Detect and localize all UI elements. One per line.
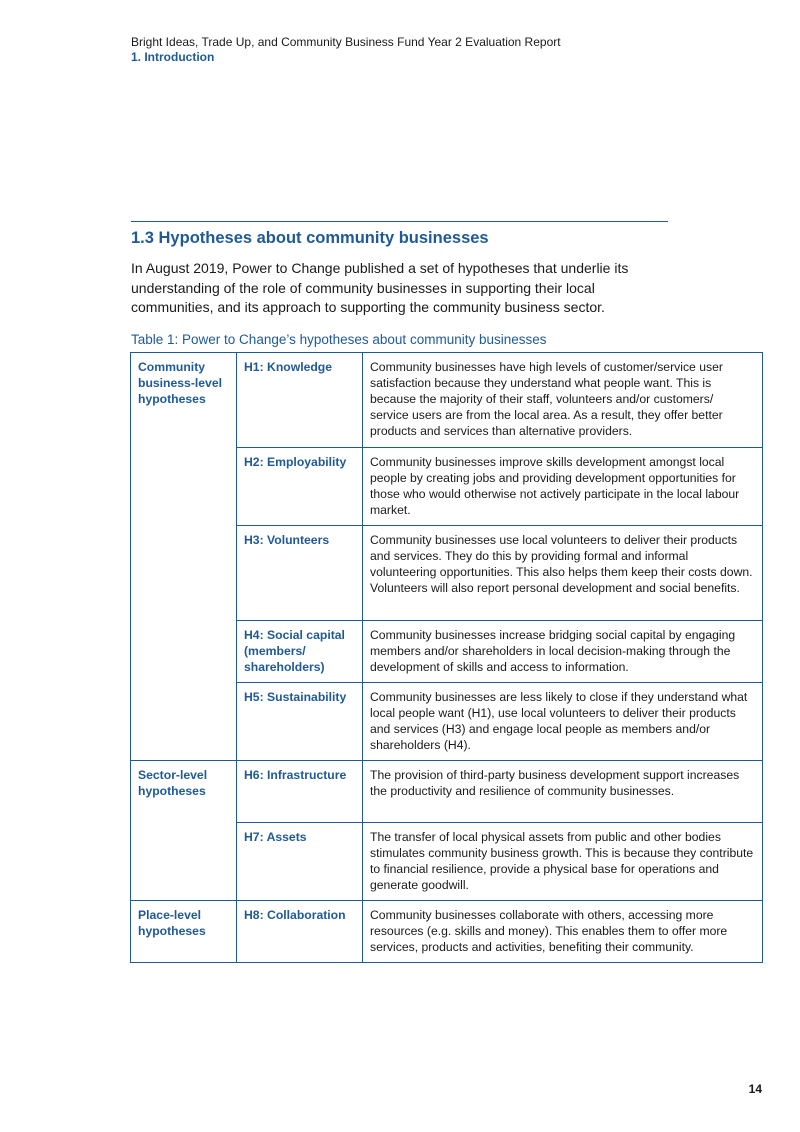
hypothesis-name: H8: Collaboration bbox=[237, 901, 363, 963]
hypothesis-name: H1: Knowledge bbox=[237, 353, 363, 448]
page-number: 14 bbox=[748, 1082, 762, 1096]
table-caption: Table 1: Power to Change’s hypotheses about community businesses bbox=[131, 332, 547, 347]
hypothesis-level: Place-level hypotheses bbox=[131, 901, 237, 963]
running-header bbox=[131, 35, 561, 65]
hypothesis-description: Community businesses collaborate with others, accessing more resources (e.g. skills and money). This enables them to offer more services, products and activities, benefiting their community. bbox=[363, 901, 763, 963]
chapter-label: 1. Introduction bbox=[131, 50, 215, 64]
hypothesis-name: H7: Assets bbox=[237, 823, 363, 901]
hypotheses-table bbox=[130, 352, 763, 963]
table-row bbox=[131, 761, 763, 823]
section-heading: 1.3 Hypotheses about community businesses bbox=[131, 229, 489, 247]
hypothesis-level: Sector-level hypotheses bbox=[131, 761, 237, 901]
hypothesis-description: Community businesses improve skills development amongst local people by creating jobs and providing development opportunities for those who would otherwise not actively participate in the local labour market. bbox=[363, 448, 763, 526]
hypothesis-level: Community business-level hypotheses bbox=[131, 353, 237, 761]
section-divider bbox=[131, 221, 668, 222]
hypothesis-name: H5: Sustainability bbox=[237, 683, 363, 761]
hypothesis-description: Community businesses have high levels of customer/service user satisfaction because they understand what people want. This is because the majority of their staff, volunteers and/or customers/ service users are from the local area. As a result, they offer better products and services than alternative providers. bbox=[363, 353, 763, 448]
hypothesis-description: Community businesses use local volunteers to deliver their products and services. They do this by providing formal and informal volunteering opportunities. This also helps them keep their costs down. Volunteers will also report personal development and social benefits. bbox=[363, 526, 763, 621]
hypothesis-description: The transfer of local physical assets from public and other bodies stimulates community business growth. This is because they contribute to financial resilience, provide a physical base for operations and generate goodwill. bbox=[363, 823, 763, 901]
hypothesis-name: H4: Social capital (members/ shareholders) bbox=[237, 621, 363, 683]
hypothesis-name: H6: Infrastructure bbox=[237, 761, 363, 823]
hypothesis-name: H2: Employability bbox=[237, 448, 363, 526]
table-row bbox=[131, 901, 763, 963]
intro-paragraph: In August 2019, Power to Change published a set of hypotheses that underlie its understanding of the role of community businesses in supporting their local communities, and its approach to supporting the community business sector. bbox=[131, 260, 629, 316]
hypothesis-description: The provision of third-party business development support increases the productivity and resilience of community businesses. bbox=[363, 761, 763, 823]
hypothesis-description: Community businesses increase bridging social capital by engaging members and/or shareholders in local decision-making through the development of skills and access to information. bbox=[363, 621, 763, 683]
hypothesis-description: Community businesses are less likely to close if they understand what local people want (H1), use local volunteers to deliver their products and services (H3) and engage local people as members and/or shareholders (H4). bbox=[363, 683, 763, 761]
document-title: Bright Ideas, Trade Up, and Community Business Fund Year 2 Evaluation Report bbox=[131, 35, 561, 49]
table-row bbox=[131, 353, 763, 448]
hypothesis-name: H3: Volunteers bbox=[237, 526, 363, 621]
